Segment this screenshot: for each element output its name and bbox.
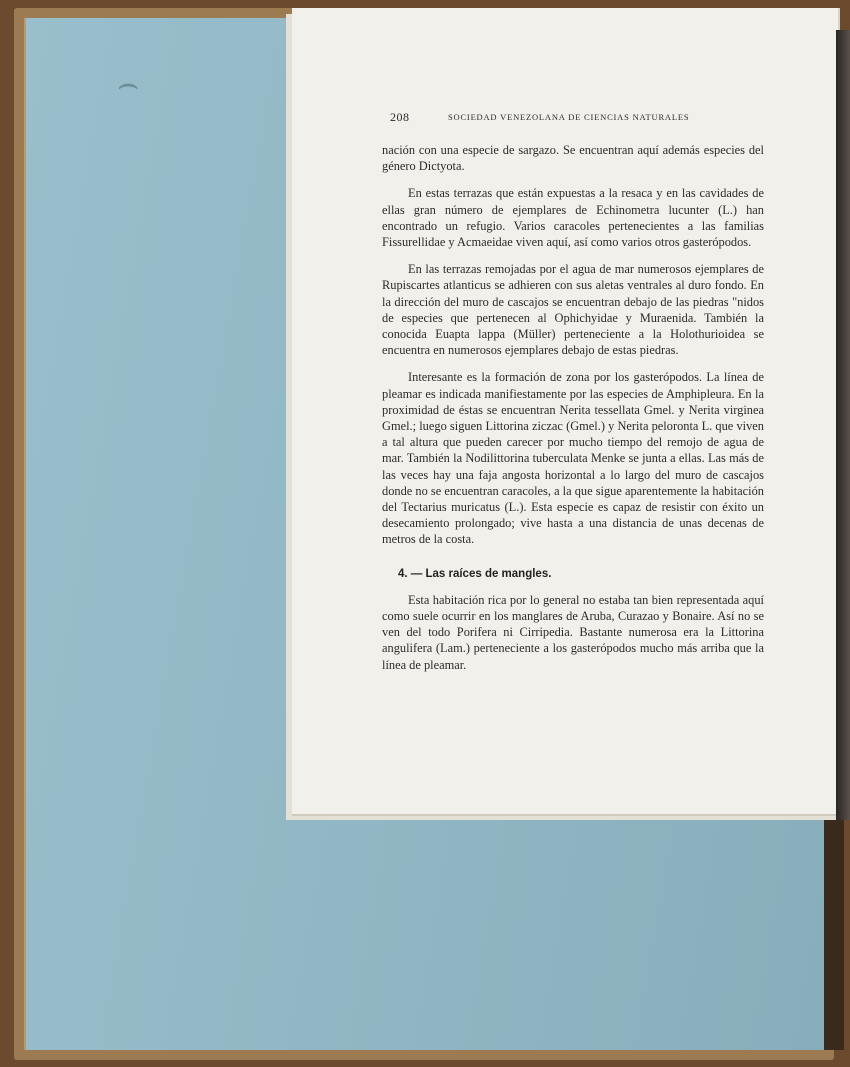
page-gutter-shadow [836,30,850,820]
paragraph-2: En estas terrazas que están expuestas a la resaca y en las cavidades de ellas gran número de ejemplares de Echinometra lucunter (L.) han encontrado un refugio. Varios caracoles pertenecientes a las familias Fissurellidae y Acmaeidae viven aquí, así como varios otros gasterópodos. [382,186,764,250]
running-head [390,110,770,126]
section-paragraph: Esta habitación rica por lo general no estaba tan bien representada aquí como suele ocurrir en los manglares de Aruba, Curazao y Bonaire. Así no se ven del todo Porifera ni Cirripedia. Bastante numerosa era la Littorina angulifera (Lam.) perteneciente a los gasterópodos mucho más arriba que la línea de pleamar. [382,592,764,672]
section-heading: 4. — Las raíces de mangles. [398,567,552,580]
paragraph-4: Interesante es la formación de zona por los gasterópodos. La línea de pleamar es indicada manifiestamente por las especies de Amphipleura. En la proximidad de éstas se encuentran Nerita tessellata Gmel. y Nerita virginea Gmel.; luego siguen Littorina ziczac (Gmel.) y Nerita peloronta L. que viven a tal altura que pueden carecer por mucho tiempo del remojo de agua de mar. También la Nodilittorina tuberculata Menke se junta a ellas. Las más de las veces hay una faja angosta horizontal a lo largo del muro de cascajos donde no se encuentran caracoles, a la que sigue aparentemente la habitación del Tectarius muricatus (L.). Esta especie es capaz de resistir con éxito un desecamiento prolongado; vive hasta a una distancia de unas decenas de metros de la costa. [382,370,764,547]
binding-edge [824,820,844,1050]
journal-title: SOCIEDAD VENEZOLANA DE CIENCIAS NATURALES [448,112,690,122]
paragraph-3: En las terrazas remojadas por el agua de mar numerosos ejemplares de Rupiscartes atlanticus se adhieren con sus aletas ventrales al duro fondo. En la dirección del muro de cascajos se encuentran debajo de las piedras "nidos de especies que pertenecen al Ophichyidae y Muraenida. También la conocida Euapta lappa (Müller) perteneciente a la Holothurioidea se encuentra en numerosos ejemplares debajo de estas piedras. [382,262,764,358]
page-number: 208 [390,110,410,124]
paragraph-1: nación con una especie de sargazo. Se encuentran aquí además especies del género Dictyota. [382,143,764,174]
pencil-mark-icon: ⌢ [117,64,140,104]
body-text [382,142,764,673]
